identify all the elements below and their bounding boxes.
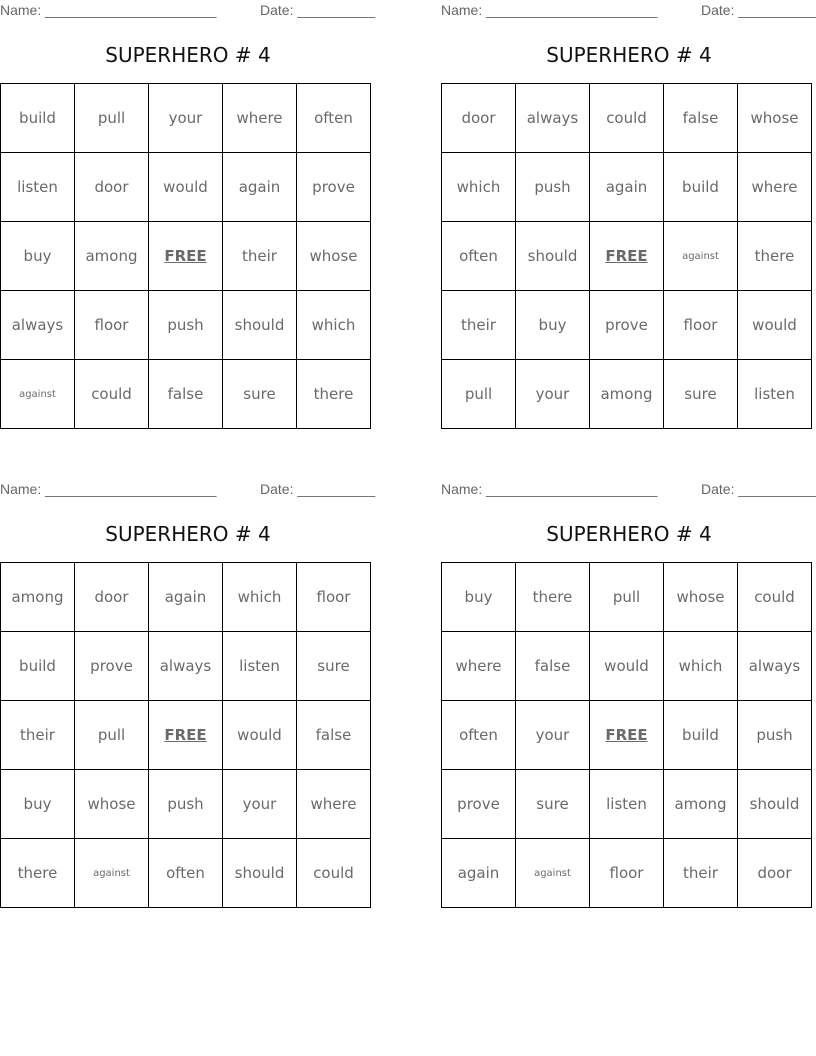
grid-cell: which <box>664 632 738 701</box>
grid-cell: false <box>664 84 738 153</box>
grid-cell: pull <box>590 563 664 632</box>
date-field-label: Date: __________ <box>701 481 816 497</box>
grid-cell: floor <box>664 291 738 360</box>
free-space-cell: FREE <box>590 222 664 291</box>
name-date-bar <box>0 2 376 20</box>
grid-cell: against <box>664 222 738 291</box>
grid-cell: your <box>516 360 590 429</box>
grid-row <box>1 291 371 360</box>
grid-row <box>442 222 812 291</box>
grid-row <box>442 563 812 632</box>
grid-cell: prove <box>75 632 149 701</box>
card-title: SUPERHERO # 4 <box>546 522 712 546</box>
grid-cell: would <box>738 291 812 360</box>
grid-cell: should <box>223 291 297 360</box>
grid-cell: door <box>75 153 149 222</box>
grid-cell: again <box>149 563 223 632</box>
grid-cell: listen <box>590 770 664 839</box>
grid-row <box>442 632 812 701</box>
grid-row <box>442 839 812 908</box>
grid-cell: always <box>149 632 223 701</box>
grid-cell: which <box>442 153 516 222</box>
grid-cell: false <box>516 632 590 701</box>
grid-row <box>1 839 371 908</box>
grid-cell: again <box>442 839 516 908</box>
grid-cell: often <box>442 222 516 291</box>
bingo-card <box>0 479 376 919</box>
bingo-card <box>441 0 816 440</box>
grid-row <box>1 84 371 153</box>
grid-cell: often <box>297 84 371 153</box>
grid-cell: push <box>149 770 223 839</box>
grid-cell: could <box>738 563 812 632</box>
bingo-card <box>0 0 376 440</box>
grid-cell: where <box>223 84 297 153</box>
grid-cell: always <box>1 291 75 360</box>
name-field-label: Name: ______________________ <box>0 481 217 497</box>
grid-cell: prove <box>442 770 516 839</box>
grid-cell: push <box>516 153 590 222</box>
grid-row <box>1 563 371 632</box>
grid-cell: your <box>223 770 297 839</box>
grid-cell: among <box>664 770 738 839</box>
grid-cell: buy <box>1 222 75 291</box>
grid-row <box>1 360 371 429</box>
grid-row <box>442 360 812 429</box>
grid-cell: your <box>149 84 223 153</box>
name-field-label: Name: ______________________ <box>441 2 658 18</box>
date-field-label: Date: __________ <box>260 481 376 497</box>
grid-cell: floor <box>75 291 149 360</box>
grid-row <box>1 222 371 291</box>
grid-cell: sure <box>223 360 297 429</box>
grid-cell: prove <box>590 291 664 360</box>
grid-row <box>442 291 812 360</box>
grid-cell: whose <box>664 563 738 632</box>
bingo-card <box>441 479 816 919</box>
grid-cell: build <box>1 84 75 153</box>
grid-cell: listen <box>223 632 297 701</box>
grid-cell: against <box>516 839 590 908</box>
name-field-label: Name: ______________________ <box>0 2 217 18</box>
grid-cell: pull <box>75 701 149 770</box>
grid-cell: could <box>590 84 664 153</box>
card-title: SUPERHERO # 4 <box>105 522 271 546</box>
bingo-grid <box>0 562 371 908</box>
grid-cell: false <box>297 701 371 770</box>
grid-cell: often <box>149 839 223 908</box>
grid-cell: should <box>738 770 812 839</box>
grid-row <box>1 701 371 770</box>
name-date-bar <box>0 481 376 499</box>
grid-cell: push <box>738 701 812 770</box>
bingo-grid <box>441 83 812 429</box>
grid-cell: where <box>442 632 516 701</box>
grid-row <box>1 632 371 701</box>
grid-cell: floor <box>590 839 664 908</box>
grid-cell: always <box>738 632 812 701</box>
grid-cell: false <box>149 360 223 429</box>
grid-cell: again <box>223 153 297 222</box>
date-field-label: Date: __________ <box>701 2 816 18</box>
grid-cell: among <box>75 222 149 291</box>
grid-cell: buy <box>442 563 516 632</box>
free-space-cell: FREE <box>149 701 223 770</box>
grid-cell: their <box>442 291 516 360</box>
grid-cell: build <box>1 632 75 701</box>
grid-cell: should <box>223 839 297 908</box>
grid-cell: where <box>297 770 371 839</box>
grid-cell: could <box>75 360 149 429</box>
grid-cell: their <box>664 839 738 908</box>
grid-row <box>442 84 812 153</box>
grid-cell: build <box>664 153 738 222</box>
grid-cell: floor <box>297 563 371 632</box>
grid-row <box>442 701 812 770</box>
grid-cell: would <box>149 153 223 222</box>
grid-row <box>442 770 812 839</box>
grid-cell: among <box>590 360 664 429</box>
grid-cell: listen <box>738 360 812 429</box>
grid-row <box>1 153 371 222</box>
name-field-label: Name: ______________________ <box>441 481 658 497</box>
grid-cell: whose <box>297 222 371 291</box>
free-space-cell: FREE <box>590 701 664 770</box>
bingo-grid <box>0 83 371 429</box>
grid-cell: their <box>223 222 297 291</box>
grid-cell: would <box>590 632 664 701</box>
grid-cell: there <box>738 222 812 291</box>
grid-cell: pull <box>75 84 149 153</box>
grid-cell: would <box>223 701 297 770</box>
grid-cell: sure <box>664 360 738 429</box>
grid-cell: your <box>516 701 590 770</box>
grid-cell: there <box>1 839 75 908</box>
grid-cell: sure <box>516 770 590 839</box>
grid-cell: build <box>664 701 738 770</box>
grid-cell: whose <box>75 770 149 839</box>
name-date-bar <box>441 2 816 20</box>
grid-cell: always <box>516 84 590 153</box>
grid-cell: buy <box>1 770 75 839</box>
grid-cell: again <box>590 153 664 222</box>
grid-cell: among <box>1 563 75 632</box>
grid-row <box>1 770 371 839</box>
grid-cell: prove <box>297 153 371 222</box>
grid-cell: door <box>738 839 812 908</box>
grid-cell: should <box>516 222 590 291</box>
grid-cell: which <box>223 563 297 632</box>
grid-cell: door <box>442 84 516 153</box>
grid-cell: which <box>297 291 371 360</box>
grid-cell: there <box>297 360 371 429</box>
date-field-label: Date: __________ <box>260 2 376 18</box>
grid-cell: sure <box>297 632 371 701</box>
grid-cell: pull <box>442 360 516 429</box>
grid-cell: against <box>1 360 75 429</box>
free-space-cell: FREE <box>149 222 223 291</box>
grid-row <box>442 153 812 222</box>
grid-cell: often <box>442 701 516 770</box>
card-title: SUPERHERO # 4 <box>546 43 712 67</box>
grid-cell: buy <box>516 291 590 360</box>
grid-cell: listen <box>1 153 75 222</box>
bingo-grid <box>441 562 812 908</box>
grid-cell: push <box>149 291 223 360</box>
grid-cell: whose <box>738 84 812 153</box>
card-title: SUPERHERO # 4 <box>105 43 271 67</box>
grid-cell: could <box>297 839 371 908</box>
grid-cell: there <box>516 563 590 632</box>
grid-cell: their <box>1 701 75 770</box>
grid-cell: door <box>75 563 149 632</box>
name-date-bar <box>441 481 816 499</box>
grid-cell: against <box>75 839 149 908</box>
grid-cell: where <box>738 153 812 222</box>
